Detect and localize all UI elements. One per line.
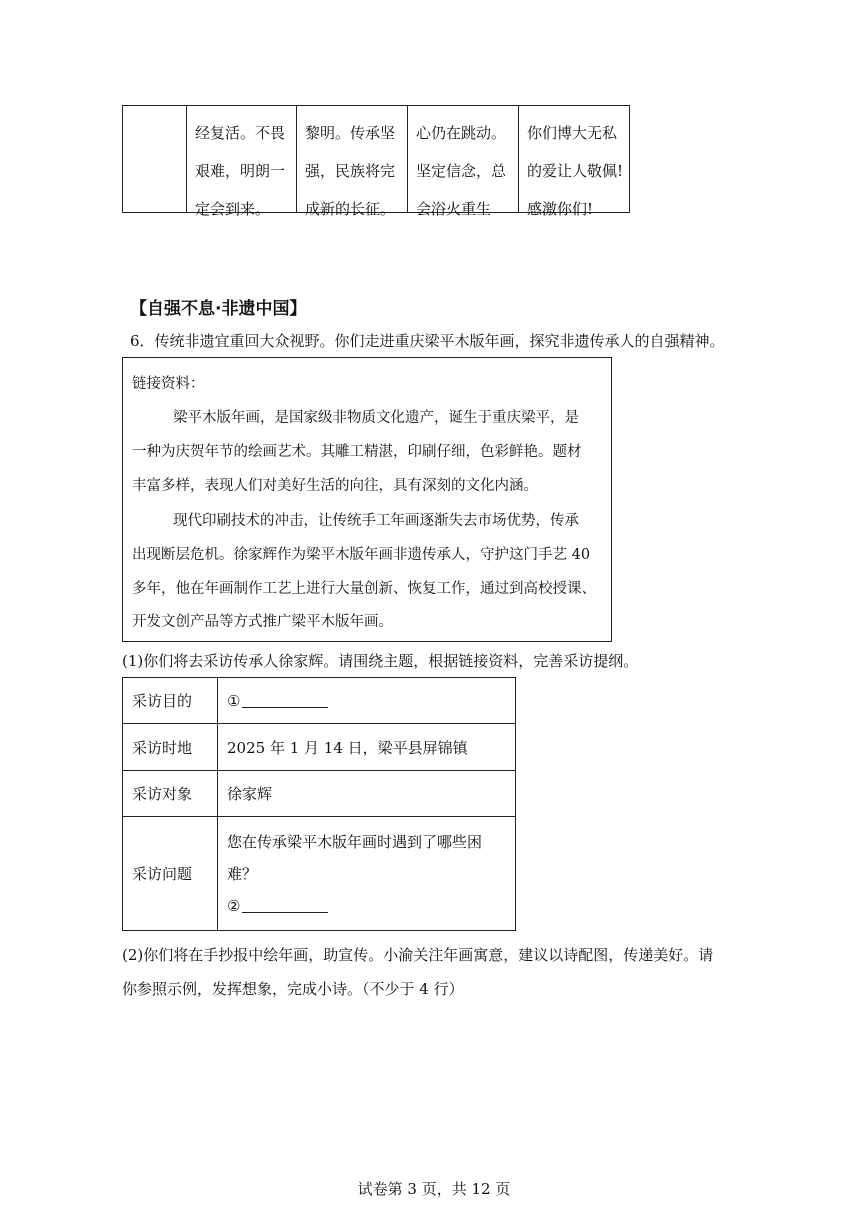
blank-marker-2: ② xyxy=(227,896,241,915)
page-footer: 试卷第 3 页，共 12 页 xyxy=(357,1180,511,1198)
cell-line: 成新的长征。 xyxy=(305,200,396,218)
question-answer-line[interactable] xyxy=(227,890,515,922)
sub-question-1: (1)你们将去采访传承人徐家辉。请围绕主题，根据链接资料，完善采访提纲。 xyxy=(122,652,639,670)
sub-question-2 xyxy=(122,938,713,1006)
table-cell xyxy=(519,106,630,218)
outline-label: 采访对象 xyxy=(123,771,218,817)
material-label: 链接资料： xyxy=(132,376,205,392)
cell-line: 经复活。不畏 xyxy=(195,124,286,142)
interview-outline-table xyxy=(122,677,516,931)
linked-material-box xyxy=(122,357,612,642)
question-6: 6．传统非遗宜重回大众视野。你们走进重庆梁平木版年画，探究非遗传承人的自强精神。 xyxy=(130,332,725,350)
question-line: 您在传承梁平木版年画时遇到了哪些困 xyxy=(227,832,483,851)
cell-line: 强，民族将完 xyxy=(305,162,396,180)
section-heading: 【自强不息·非遗中国】 xyxy=(130,299,307,319)
purpose-answer-cell[interactable] xyxy=(218,678,516,724)
table-cell xyxy=(297,106,408,218)
material-line: 多年，他在年画制作工艺上进行大量创新、恢复工作，通过到高校授课、 xyxy=(132,581,596,597)
table-cell xyxy=(408,106,519,218)
sub-question-2-line: (2)你们将在手抄报中绘年画，助宣传。小渝关注年画寓意，建议以诗配图，传递美好。请 xyxy=(122,946,714,964)
outline-label: 采访时地 xyxy=(123,724,218,771)
cell-line: 你们博大无私 xyxy=(527,124,618,142)
outline-label: 采访问题 xyxy=(123,817,218,931)
table-cell xyxy=(187,106,297,218)
outline-value: 2025 年 1 月 14 日，梁平县屏锦镇 xyxy=(218,724,516,771)
cell-line: 坚定信念，总 xyxy=(416,162,507,180)
cell-line: 艰难，明朗一 xyxy=(195,162,286,180)
material-line: 丰富多样，表现人们对美好生活的向往，具有深刻的文化内涵。 xyxy=(132,478,538,494)
blank-marker-1: ① xyxy=(227,692,241,710)
cell-line: 黎明。传承坚 xyxy=(305,124,396,142)
outline-value: 徐家辉 xyxy=(218,771,516,817)
cell-line: 感激你们! xyxy=(527,200,594,218)
cell-line: 的爱让人敬佩! xyxy=(527,162,624,180)
continuation-table xyxy=(122,105,630,218)
question-line: 难？ xyxy=(227,864,258,883)
cell-line: 会浴火重生 xyxy=(416,200,492,218)
answer-blank-2[interactable] xyxy=(242,896,328,913)
cell-line: 定会到来。 xyxy=(195,200,271,218)
material-line: 一种为庆贺年节的绘画艺术。其雕工精湛，印刷仔细，色彩鲜艳。题材 xyxy=(132,444,582,460)
material-line: 梁平木版年画，是国家级非物质文化遗产，诞生于重庆梁平，是 xyxy=(173,410,579,426)
material-line: 出现断层危机。徐家辉作为梁平木版年画非遗传承人，守护这门手艺 40 xyxy=(132,547,591,563)
answer-blank-1[interactable] xyxy=(242,691,328,708)
material-line: 现代印刷技术的冲击，让传统手工年画逐渐失去市场优势，传承 xyxy=(173,513,579,529)
sub-question-2-line: 你参照示例，发挥想象，完成小诗。（不少于 4 行） xyxy=(122,980,464,998)
table-cell-empty xyxy=(123,106,187,213)
outline-label: 采访目的 xyxy=(123,678,218,724)
questions-cell xyxy=(218,817,516,931)
cell-line: 心仍在跳动。 xyxy=(416,124,507,142)
material-line: 开发文创产品等方式推广梁平木版年画。 xyxy=(132,614,393,630)
